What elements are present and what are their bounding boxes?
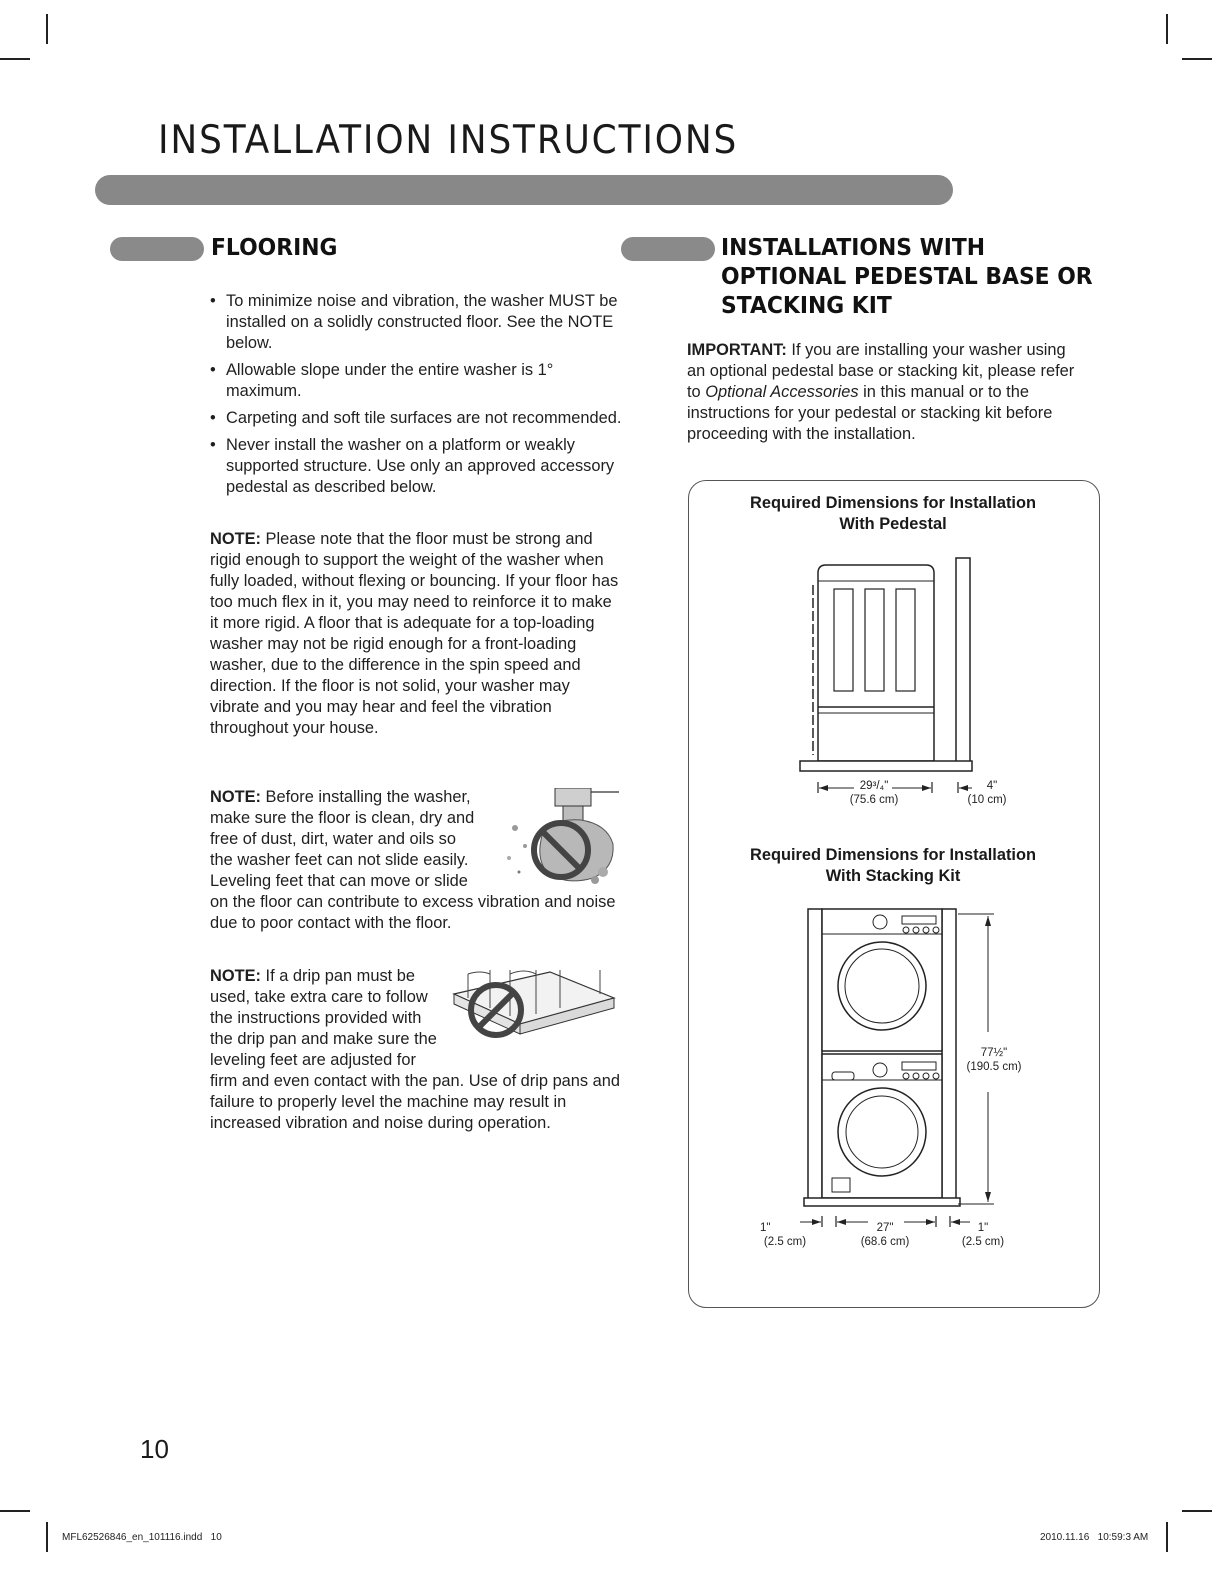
heading-line: STACKING KIT xyxy=(721,291,892,319)
crop-mark xyxy=(46,14,48,44)
note-label: NOTE: xyxy=(210,967,261,985)
dimension-cm: (2.5 cm) xyxy=(961,1236,1005,1248)
flooring-heading: FLOORING xyxy=(211,233,338,261)
pedestal-diagram-title xyxy=(690,493,1096,535)
stack-left-gap-label xyxy=(752,1221,818,1249)
list-item: • To minimize noise and vibration, the washer MUST be installed on a solidly constructed floor. See the NOTE below. xyxy=(210,291,625,354)
dimension-inches: 1" xyxy=(760,1222,771,1234)
pedestal-gap-label xyxy=(960,779,1014,807)
heading-line: INSTALLATIONS WITH xyxy=(721,233,986,261)
flooring-bullets xyxy=(210,291,625,504)
dimension-cm: (190.5 cm) xyxy=(966,1061,1022,1073)
note-text: If a drip pan must be used, take extra care to follow the instructions provided with the drip pan and make sure the leveling feet are adjusted for firm and even contact with the pan. Use of drip pans and failure to properly level the machine may result in increased vibration and noise during operation. xyxy=(210,967,621,1132)
accessories-reference: Optional Accessories xyxy=(705,383,859,401)
important-paragraph xyxy=(687,340,1082,445)
title-line: Required Dimensions for Installation xyxy=(750,494,1036,512)
pedestal-heading xyxy=(721,233,1093,320)
crop-mark xyxy=(1166,1522,1168,1552)
pedestal-width-label xyxy=(826,779,922,807)
list-item: • Carpeting and soft tile surfaces are not recommended. xyxy=(210,408,625,429)
dimension-inches: 29³/₄" xyxy=(859,780,889,792)
dimension-cm: (68.6 cm) xyxy=(860,1236,910,1248)
dimension-cm: (10 cm) xyxy=(967,794,1007,806)
page-number: 10 xyxy=(140,1434,169,1464)
stack-right-gap-label xyxy=(950,1221,1016,1249)
dimension-inches: 1" xyxy=(977,1222,989,1234)
note-label: NOTE: xyxy=(210,530,261,548)
note-text: Before installing the washer, make sure the floor is clean, dry and free of dust, dirt, water and oils so the washer feet can not slide easily. Leveling feet that can move or slide on the floor can contribute to excess vibration and noise due to poor contact with the floor. xyxy=(210,788,616,932)
page-title: INSTALLATION INSTRUCTIONS xyxy=(158,118,739,163)
heading-line: OPTIONAL PEDESTAL BASE OR xyxy=(721,262,1093,290)
dimension-inches: 4" xyxy=(986,780,998,792)
crop-mark xyxy=(0,58,30,60)
stack-height-label xyxy=(958,1046,1030,1074)
dimension-cm: (2.5 cm) xyxy=(763,1236,807,1248)
floor-strength-note xyxy=(210,529,620,739)
important-text: in this manual or to the instructions for your pedestal or stacking kit before proceeding with the installation. xyxy=(687,383,1053,443)
stacking-diagram-title xyxy=(690,845,1096,887)
important-label: IMPORTANT: xyxy=(687,341,787,359)
crop-mark xyxy=(0,1510,30,1512)
crop-mark xyxy=(1166,14,1168,44)
file-slug: MFL62526846_en_101116.indd 10 xyxy=(62,1532,222,1543)
crop-mark xyxy=(46,1522,48,1552)
crop-mark xyxy=(1182,1510,1212,1512)
list-item: • Allowable slope under the entire washer is 1° maximum. xyxy=(210,360,625,402)
title-line: With Pedestal xyxy=(839,515,947,533)
dimension-inches: 27" xyxy=(876,1222,894,1234)
floor-clean-note xyxy=(210,787,620,934)
crop-mark xyxy=(1182,58,1212,60)
section-pill xyxy=(110,237,204,261)
section-pill xyxy=(621,237,715,261)
note-label: NOTE: xyxy=(210,788,261,806)
list-item: • Never install the washer on a platform or weakly supported structure. Use only an approved accessory pedestal as described below. xyxy=(210,435,625,498)
print-timestamp: 2010.11.16 10:59:3 AM xyxy=(1040,1532,1149,1543)
drip-pan-note xyxy=(210,966,625,1134)
title-line: With Stacking Kit xyxy=(825,867,961,885)
stack-width-label xyxy=(850,1221,920,1249)
dimension-inches: 77½" xyxy=(980,1047,1008,1059)
important-text: If you are installing your washer using an optional pedestal base or stacking kit, please refer to xyxy=(687,341,1075,401)
title-bar xyxy=(95,175,953,205)
title-line: Required Dimensions for Installation xyxy=(750,846,1036,864)
dimension-cm: (75.6 cm) xyxy=(849,794,899,806)
note-text: Please note that the floor must be strong and rigid enough to support the weight of the washer when fully loaded, without flexing or bouncing. If your floor has too much flex in it, you may need to reinforce it to make it more rigid. A floor that is adequate for a top-loading washer may not be rigid enough for a front-loading washer, due to the difference in the spin speed and direction. If the floor is not solid, your washer may vibrate and you may hear and feel the vibration throughout your house. xyxy=(210,530,619,737)
pedestal-washer-diagram xyxy=(796,555,982,795)
